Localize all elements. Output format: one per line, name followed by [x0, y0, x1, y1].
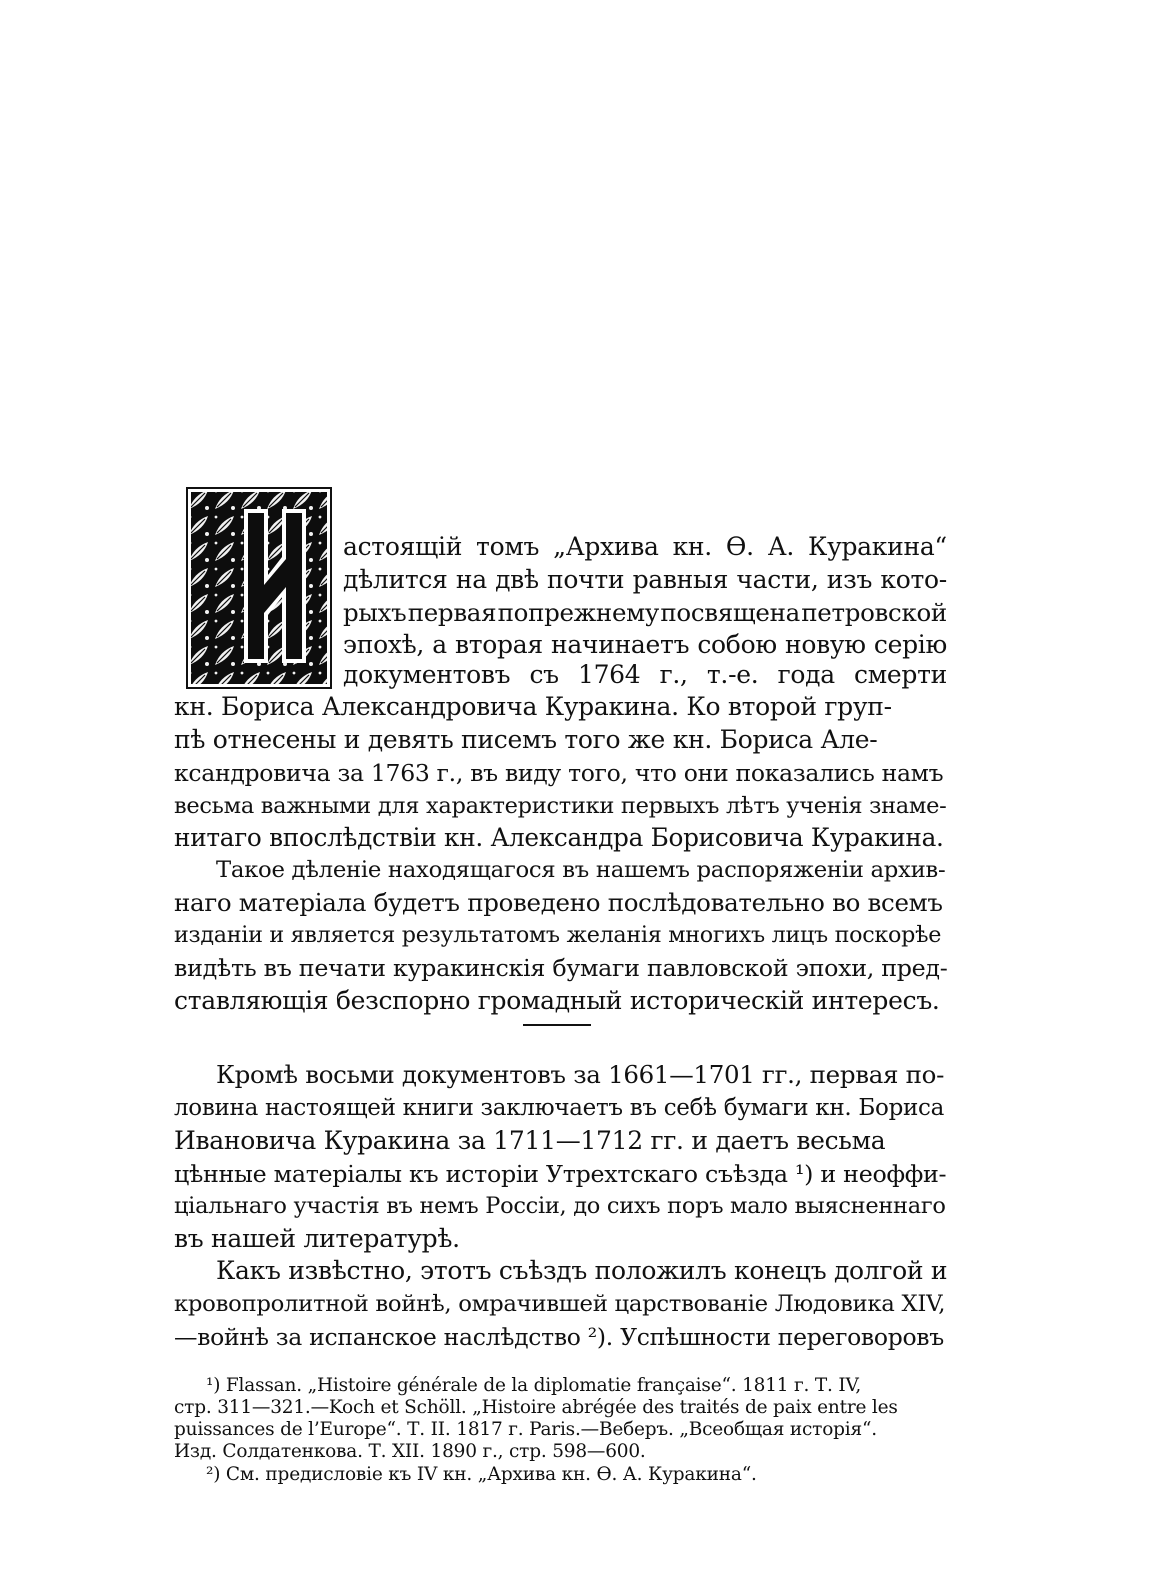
text-line: Какъ извѣстно, этотъ съѣздъ положилъ конецъ долгой и: [216, 1256, 948, 1285]
text-line: ловина настоящей книги заключаетъ въ себѣ бумаги кн. Бориса: [174, 1095, 945, 1121]
text-line: —войнѣ за испанское наслѣдство ²). Успѣшности переговоровъ: [174, 1323, 944, 1351]
section-divider: [523, 1024, 591, 1026]
drop-cap-ornament: [186, 487, 332, 689]
footnote-1-line: puissances de l’Europe“. Т. II. 1817 г. Paris.—Веберъ. „Всеобщая исторія“.: [174, 1419, 877, 1440]
text-line: цѣнные матеріалы къ исторіи Утрехтскаго съѣзда ¹) и неоффи-: [174, 1160, 947, 1188]
text-line: ціальнаго участія въ немъ Россіи, до сихъ поръ мало выясненнаго: [174, 1193, 946, 1219]
text-line: астоящій томъ „Архива кн. Ѳ. А. Куракина“: [343, 532, 947, 561]
text-line: весьма важными для характеристики первыхъ лѣтъ ученія знаме-: [174, 793, 947, 819]
text-line: дѣлится на двѣ почти равныя части, изъ кото-: [343, 565, 947, 594]
footnote-1-line: Изд. Солдатенкова. Т. XII. 1890 г., стр. 598—600.: [174, 1441, 646, 1462]
footnote-1-line: стр. 311—321.—Koch et Schöll. „Histoire abrégée des traités de paix entre les: [174, 1397, 898, 1418]
footnote-2: ²) См. предисловіе къ IV кн. „Архива кн. Ѳ. А. Куракина“.: [206, 1464, 757, 1485]
text-line: пѣ отнесены и девять писемъ того же кн. Бориса Але-: [174, 725, 878, 754]
text-line: изданіи и является результатомъ желанія многихъ лицъ поскорѣе: [174, 922, 942, 948]
text-line: эпохѣ, а вторая начинаетъ собою новую серію: [343, 630, 947, 659]
text-line: Ивановича Куракина за 1711—1712 гг. и даетъ весьма: [174, 1126, 886, 1155]
text-line: Кромѣ восьми документовъ за 1661—1701 гг., первая по-: [216, 1060, 945, 1089]
footnote-1-line: ¹) Flassan. „Histoire générale de la diplomatie française“. 1811 г. Т. IV,: [206, 1375, 862, 1396]
text-line: ксандровича за 1763 г., въ виду того, что они показались намъ: [174, 759, 944, 787]
text-line: видѣть въ печати куракинскія бумаги павловской эпохи, пред-: [174, 954, 948, 982]
text-line: документовъ съ 1764 г., т.-е. года смерти: [343, 660, 947, 689]
text-line: кровопролитной войнѣ, омрачившей царствованіе Людовика XIV,: [174, 1291, 946, 1317]
text-line: Такое дѣленіе находящагося въ нашемъ распоряженіи архив-: [216, 857, 946, 883]
text-line: въ нашей литературѣ.: [174, 1224, 460, 1253]
text-line: наго матеріала будетъ проведено послѣдовательно во всемъ: [174, 888, 943, 917]
text-line: нитаго впослѣдствіи кн. Александра Борисовича Куракина.: [174, 823, 944, 852]
text-line: ставляющія безспорно громадный историческій интересъ.: [174, 986, 940, 1015]
ornamental-initial-icon: [186, 487, 332, 689]
text-line: рыхъ первая попрежнему посвящена петровской: [343, 598, 947, 627]
text-line: кн. Бориса Александровича Куракина. Ко второй груп-: [174, 692, 892, 721]
